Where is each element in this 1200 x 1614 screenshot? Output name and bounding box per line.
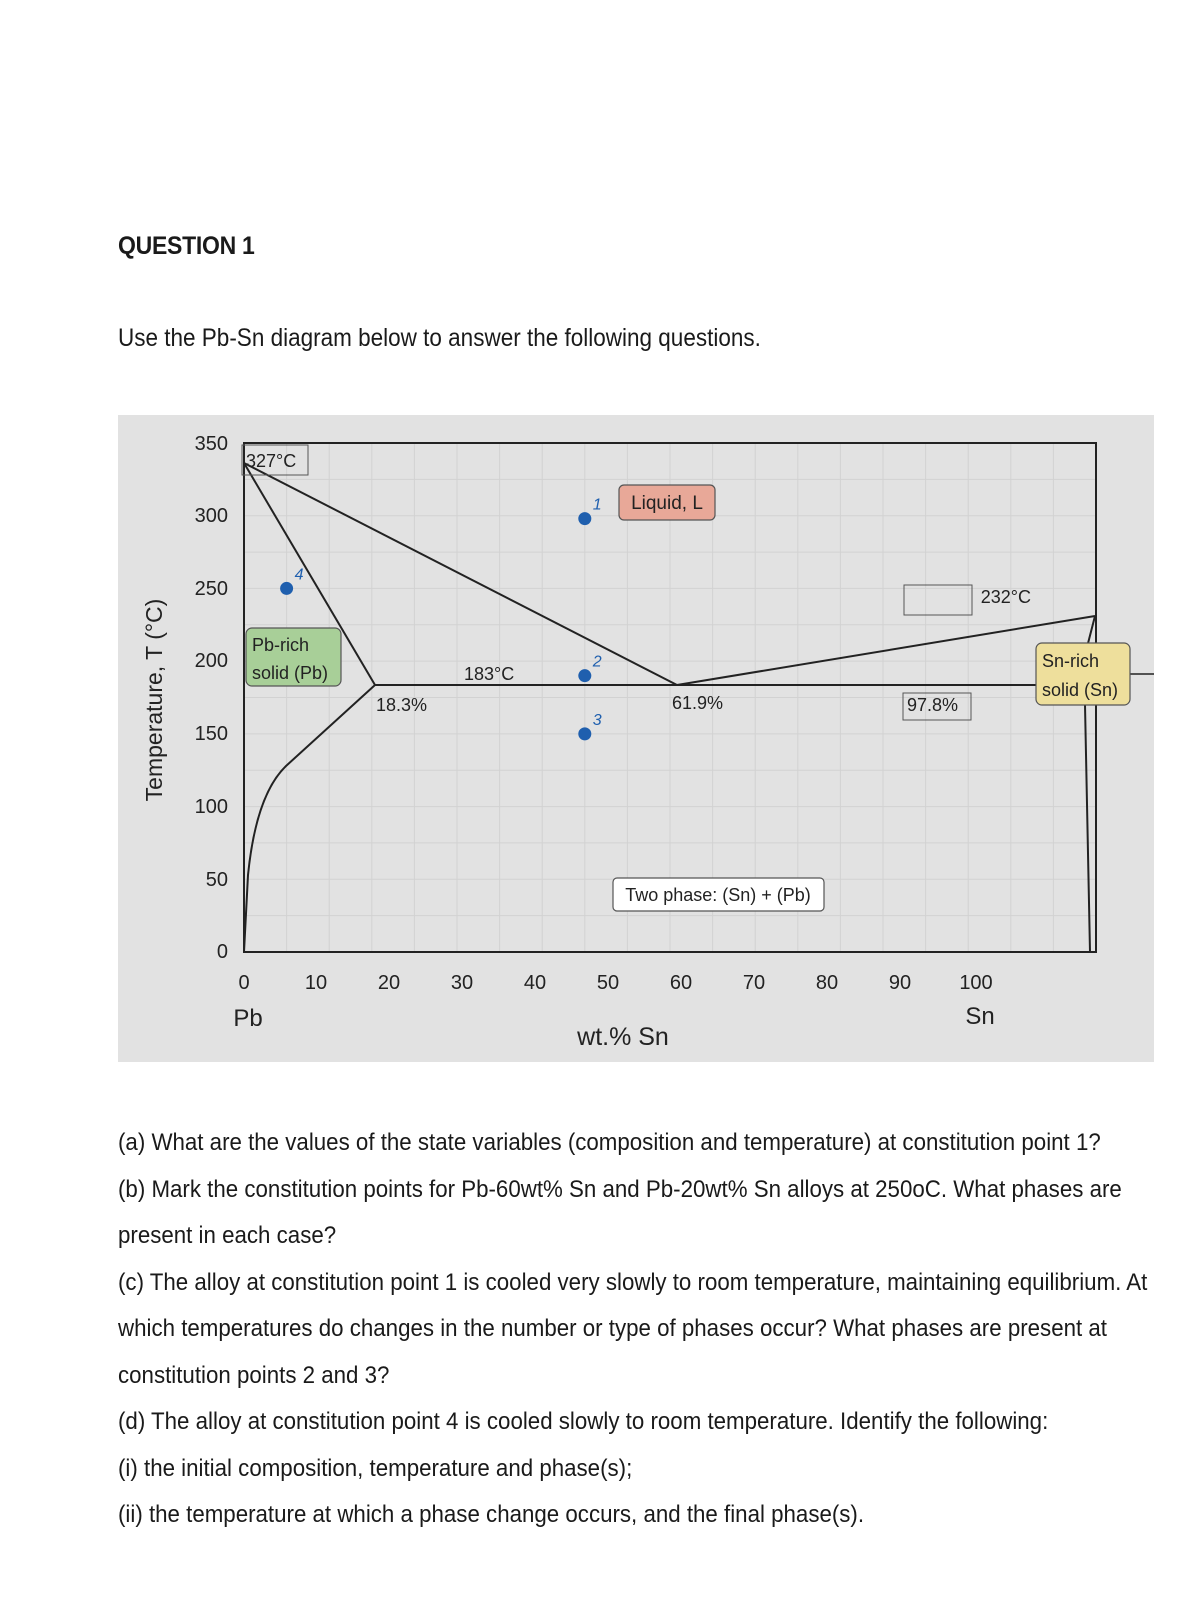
x-end-label-pb: Pb [233, 1005, 263, 1032]
y-tick: 100 [194, 796, 228, 818]
constitution-point-label-4: 4 [294, 566, 304, 584]
x-tick: 90 [888, 972, 912, 994]
y-tick: 200 [194, 650, 228, 672]
question-c: (c) The alloy at constitution point 1 is cooled very slowly to room temperature, maintaining equilibrium. At which temperatures do changes in the number or type of phases occur? What phases are present at constitution points 2 and 3? [118, 1268, 1148, 1389]
constitution-point-3 [578, 727, 591, 740]
constitution-point-label-2: 2 [592, 653, 602, 671]
question-d-ii: (ii) the temperature at which a phase change occurs, and the final phase(s). [118, 1501, 865, 1528]
pb-melting-point-label: 327°C [246, 451, 297, 471]
y-tick: 150 [194, 723, 228, 745]
x-tick: 60 [669, 972, 693, 994]
sn-melt-box [904, 585, 972, 615]
region-two-phase [613, 878, 824, 911]
x-axis-ticks [238, 972, 992, 994]
y-tick: 50 [205, 869, 228, 891]
question-intro: Use the Pb-Sn diagram below to answer the following questions. [118, 324, 761, 352]
x-axis-label: wt.% Sn [577, 1023, 669, 1051]
y-tick: 350 [194, 433, 228, 455]
y-axis-ticks [195, 433, 228, 963]
sn-melting-point-label: 232°C [980, 587, 1031, 607]
x-tick: 100 [959, 972, 993, 994]
region-sn-rich [1036, 643, 1130, 705]
liquid-label: Liquid, L [631, 493, 703, 514]
question-heading: QUESTION 1 [118, 232, 255, 260]
sn-max-solubility-label: 97.8% [907, 695, 959, 715]
y-tick: 0 [216, 941, 228, 963]
question-d-i: (i) the initial composition, temperature and phase(s); [118, 1454, 633, 1482]
sn-rich-label-line2: solid (Sn) [1042, 680, 1119, 700]
y-tick: 250 [194, 578, 228, 600]
constitution-point-label-1: 1 [592, 496, 602, 514]
region-pb-rich [246, 628, 341, 686]
constitution-point-4 [280, 582, 293, 595]
constitution-points [280, 497, 602, 741]
sn-solvus-line [1075, 685, 1090, 952]
pb-max-solubility-label: 18.3% [376, 695, 428, 715]
constitution-point-1 [578, 512, 591, 525]
eutectic-composition-label: 61.9% [672, 693, 724, 713]
eutectic-temperature-label: 183°C [464, 664, 515, 684]
pb-sn-phase-diagram [118, 415, 1154, 1062]
x-tick: 30 [450, 972, 474, 994]
x-tick: 40 [523, 972, 547, 994]
region-liquid [619, 485, 715, 520]
x-tick: 0 [238, 972, 250, 994]
constitution-point-label-3: 3 [592, 711, 602, 729]
question-a: (a) What are the values of the state variables (composition and temperature) at constitution point 1? [118, 1129, 1101, 1156]
question-list [118, 1120, 1178, 1539]
question-d: (d) The alloy at constitution point 4 is cooled slowly to room temperature. Identify the following: [118, 1408, 1049, 1435]
x-tick: 70 [742, 972, 766, 994]
phase-diagram-svg [118, 415, 1154, 1062]
pb-rich-label-line2: solid (Pb) [252, 663, 329, 683]
y-axis-label: Temperature, T (°C) [141, 598, 167, 802]
sn-rich-label-line1: Sn-rich [1042, 651, 1100, 671]
x-tick: 10 [304, 972, 328, 994]
constitution-point-2 [578, 669, 591, 682]
question-b: (b) Mark the constitution points for Pb-60wt% Sn and Pb-20wt% Sn alloys at 250oC. What phases are present in each case? [118, 1175, 1122, 1249]
two-phase-label: Two phase: (Sn) + (Pb) [625, 885, 811, 905]
x-tick: 80 [815, 972, 839, 994]
x-tick: 20 [377, 972, 401, 994]
y-tick: 300 [194, 505, 228, 527]
sn-liquidus-line [677, 616, 1095, 685]
pb-solvus-line [244, 685, 375, 952]
pb-rich-label-line1: Pb-rich [252, 635, 310, 655]
x-end-label-sn: Sn [965, 1003, 995, 1030]
x-tick: 50 [596, 972, 620, 994]
